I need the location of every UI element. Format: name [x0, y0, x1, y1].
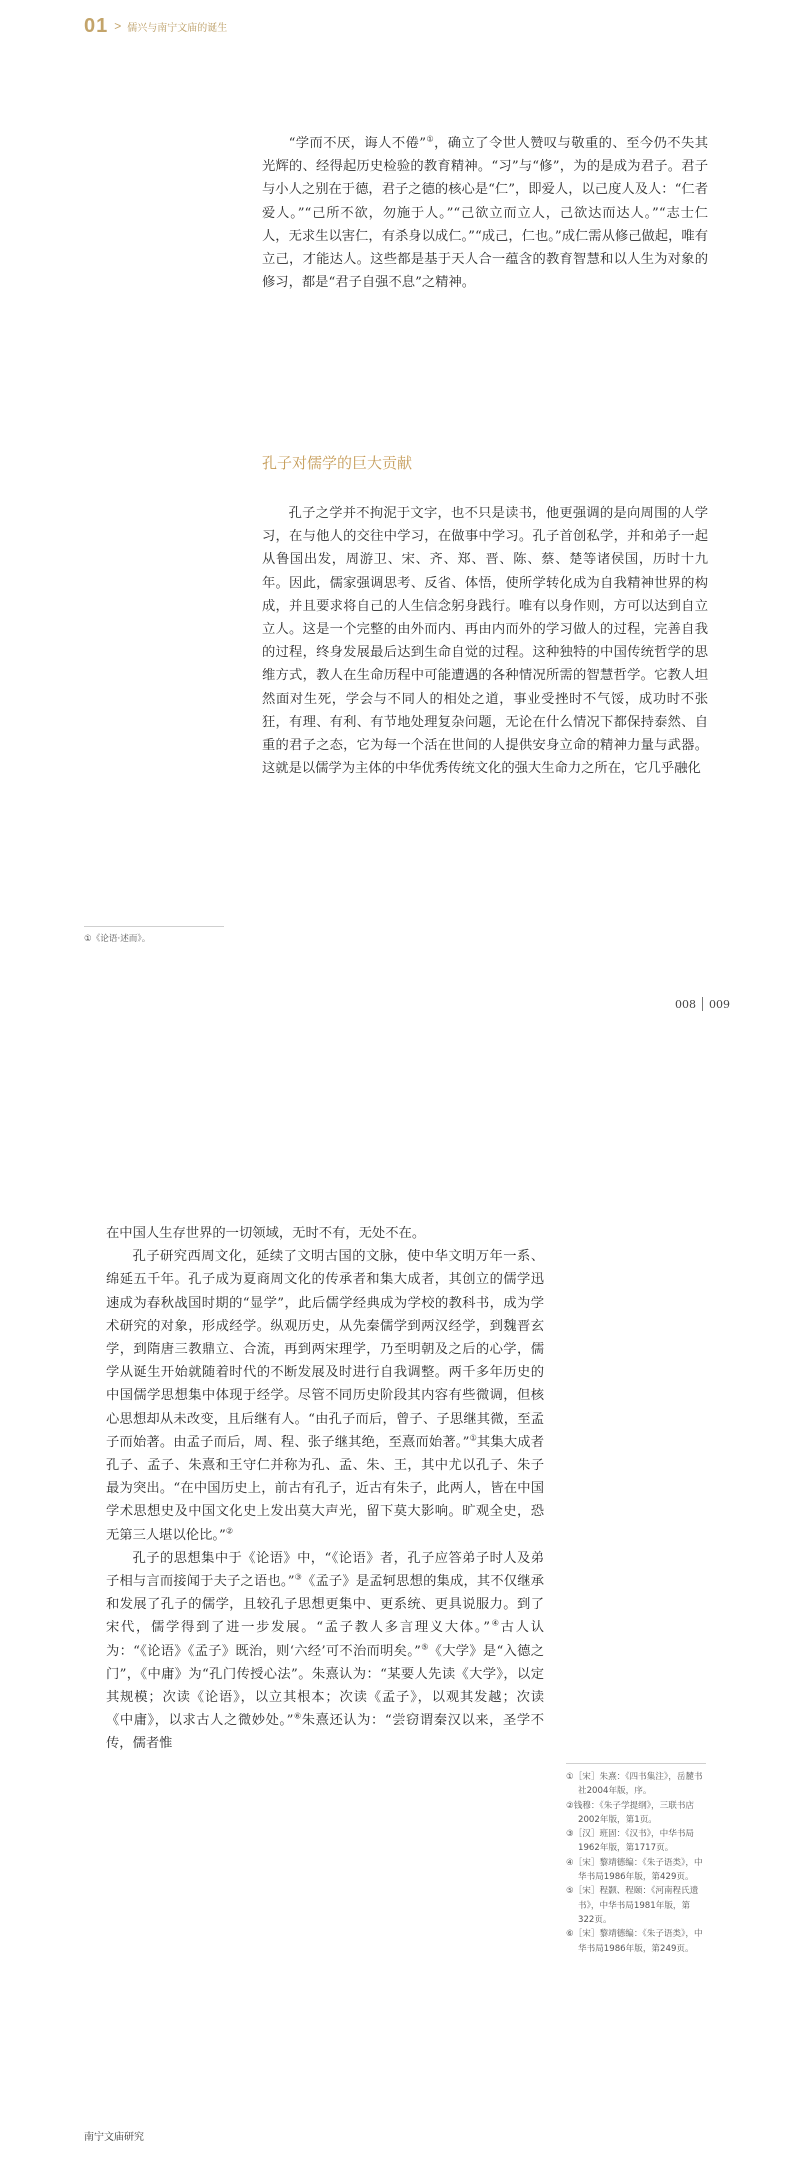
footnote-marker[interactable]: ①	[469, 1433, 477, 1443]
paragraph-text: 古人认为：“《论语》《孟子》既治，则‘六经’可不治而明矣。”	[106, 1620, 544, 1659]
page2-footnotes	[566, 1770, 706, 1956]
paragraph-text: 孔子的思想集中于《论语》中，“《论语》者，孔子应答弟子时人及弟子相与言而接闻于夫子之语也。”	[106, 1550, 544, 1590]
page-number-divider	[702, 997, 703, 1011]
paragraph-confucius-research	[106, 1245, 544, 1547]
continuation-line: 在中国人生存世界的一切领域，无时不有，无处不在。	[106, 1226, 426, 1241]
page-number	[675, 997, 730, 1011]
paragraph-text: 《孟子》是孟轲思想的集成，其不仅继承和发展了孔子的儒学，且较孔子思想更集中、更系统、更具说服力。到了宋代，儒学得到了进一步发展。“孟子教人多言理义大体。”	[106, 1574, 545, 1636]
intro-paragraph	[262, 132, 708, 294]
footnote-marker[interactable]: ②	[225, 1526, 233, 1536]
paragraph-confucius-thought	[106, 1547, 544, 1756]
footnote-marker[interactable]: ⑥	[293, 1711, 302, 1721]
footnote-item: ①［宋］朱熹：《四书集注》，岳麓书社2004年版，序。	[566, 1772, 703, 1797]
chapter-separator-icon: >	[114, 19, 122, 33]
footnote-item: ③［汉］班固：《汉书》，中华书局1962年版，第1717页。	[566, 1829, 695, 1854]
paragraph-text: 朱熹还认为：“尝窃谓秦汉以来，圣学不传，儒者惟	[106, 1713, 545, 1752]
footnote-marker[interactable]: ①	[426, 134, 435, 144]
section-heading: 孔子对儒学的巨大贡献	[262, 454, 413, 472]
section-paragraph	[262, 502, 708, 780]
paragraph-text: 其集大成者孔子、孟子、朱熹和王守仁并称为孔、孟、朱、王，其中尤以孔子、朱子最为突出。“在中国历史上，前古有孔子，近古有朱子，此两人，皆在中国学术思想史及中国文化史上发出莫大声光，留下莫大影响。旷观全史，恐无第三人堪以伦比。”	[106, 1434, 545, 1543]
page-number-left: 008	[675, 997, 696, 1011]
chapter-number: 01	[84, 14, 109, 37]
intro-quote: “学而不厌，诲人不倦”	[288, 136, 427, 151]
page2-body	[106, 1222, 544, 1756]
footnote-marker[interactable]: ⑤	[420, 1642, 429, 1652]
chapter-title: 儒兴与南宁文庙的诞生	[127, 22, 228, 34]
page-number-right: 009	[709, 997, 730, 1011]
footnote-item: ①《论语·述而》。	[84, 934, 151, 944]
section-paragraph-text: 孔子之学并不拘泥于文字，也不只是读书，他更强调的是向周围的人学习，在与他人的交往中学习，在做事中学习。孔子首创私学，并和弟子一起从鲁国出发，周游卫、宋、齐、郑、晋、陈、蔡、楚等诸侯国，历时十九年。因此，儒家强调思考、反省、体悟，使所学转化成为自我精神世界的构成，并且要求将自己的人生信念躬身践行。唯有以身作则，方可以达到自立立人。这是一个完整的由外而内、再由内而外的学习做人的过程，完善自我的过程，终身发展最后达到生命自觉的过程。这种独特的中国传统哲学的思维方式，教人在生命历程中可能遭遇的各种情况所需的智慧哲学。它教人坦然面对生死，学会与不同人的相处之道，事业受挫时不气馁，成功时不张狂，有理、有利、有节地处理复杂问题，无论在什么情况下都保持泰然、自重的君子之态，它为每一个活在世间的人提供安身立命的精神力量与武器。这就是以儒学为主体的中华优秀传统文化的强大生命力之所在，它几乎融化	[262, 506, 708, 777]
page1-footnotes	[84, 932, 234, 946]
paragraph-text: 《大学》是“入德之门”，《中庸》为“孔门传授心法”。朱熹认为：“某要人先读《大学》，以定其规模；次读《论语》，以立其根本；次读《孟子》，以观其发越；次读《中庸》，以求古人之微妙处。”	[106, 1643, 544, 1729]
footnote-marker[interactable]: ④	[490, 1619, 501, 1629]
footnote-divider	[84, 926, 224, 927]
footnote-item: ⑤［宋］程颢、程颐：《河南程氏遗书》，中华书局1981年版，第322页。	[566, 1886, 699, 1925]
footnote-item: ④［宋］黎靖德编：《朱子语类》，中华书局1986年版，第429页。	[566, 1857, 703, 1883]
footnote-marker[interactable]: ③	[294, 1572, 302, 1582]
intro-text: ，确立了令世人赞叹与敬重的、至今仍不失其光辉的、经得起历史检验的教育精神。“习”与“修”，为的是成为君子。君子与小人之别在于德，君子之德的核心是“仁”，即爱人，以己度人及人：“仁者爱人。”“己所不欲，勿施于人。”“己欲立而立人，己欲达而达人。”“志士仁人，无求生以害仁，有杀身以成仁。”“成己，仁也。”成仁需从修己做起，唯有立己，才能达人。这些都是基于天人合一蕴含的教育智慧和以人生为对象的修习，都是“君子自强不息”之精神。	[262, 136, 708, 291]
footnote-item: ⑥［宋］黎靖德编：《朱子语类》，中华书局1986年版，第249页。	[566, 1929, 703, 1954]
chapter-header	[84, 14, 227, 38]
footnote-divider	[566, 1763, 706, 1764]
paragraph-text: 孔子研究西周文化，延续了文明古国的文脉，使中华文明万年一系、绵延五千年。孔子成为夏商周文化的传承者和集大成者，其创立的儒学迅速成为春秋战国时期的“显学”，此后儒学经典成为学校的教科书，成为学术研究的对象，形成经学。纵观历史，从先秦儒学到两汉经学，到魏晋玄学，到隋唐三教鼎立、合流，再到两宋理学，乃至明朝及之后的心学，儒学从诞生开始就随着时代的不断发展及时进行自我调整。两千多年历史的中国儒学思想集中体现于经学。尽管不同历史阶段其内容有些微调，但核心思想却从未改变，且后继有人。“由孔子而后，曾子、子思继其微，至孟子而始著。由孟子而后，周、程、张子继其绝，至熹而始著。”	[106, 1249, 544, 1450]
running-footer: 南宁文庙研究	[84, 2132, 144, 2143]
footnote-item: ②钱穆：《朱子学提纲》，三联书店2002年版，第1页。	[566, 1800, 695, 1825]
